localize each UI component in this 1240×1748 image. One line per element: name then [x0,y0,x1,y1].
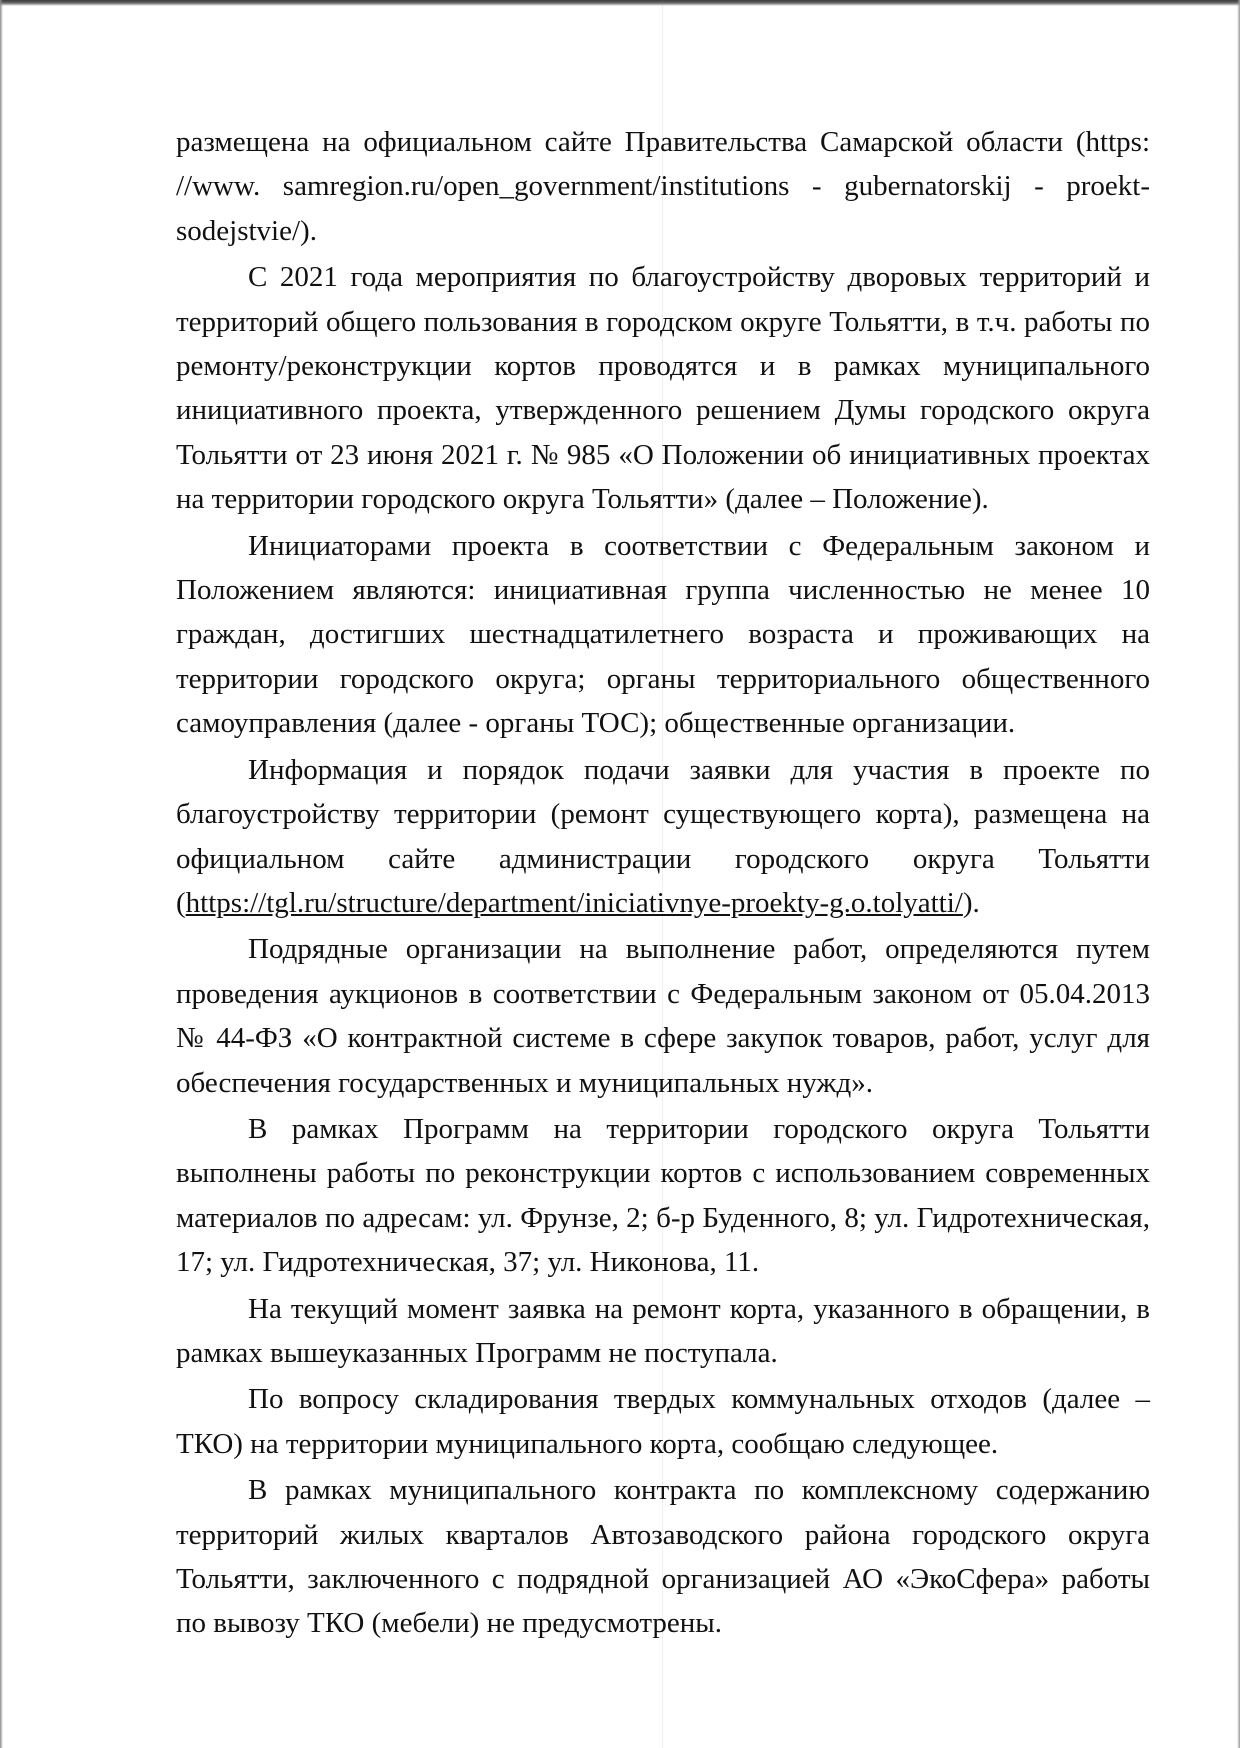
paragraph-contractors: Подрядные организации на выполнение работ, определяются путем проведения аукционов в соответствии с Федеральным законом от 05.04.2013 № 44-ФЗ «О контрактной системе в сфере закупок товаров, работ, услуг для обеспечения государственных и муниципальных нужд». [176,933,1150,1099]
paragraph-continuation: размещена на официальном сайте Правительства Самарской области (https: //www. samregion.ru/open_government/institutions - gubernatorskij - proekt-sodejstvie/). [176,126,1150,247]
paragraph-contract: В рамках муниципального контракта по комплексному содержанию территорий жилых кварталов Автозаводского района городского округа Тольятти, заключенного с подрядной организацией АО «ЭкоСфера» работы по вывозу ТКО (мебели) не предусмотрены. [176,1474,1150,1640]
paragraph-initiators: Инициаторами проекта в соответствии с Федеральным законом и Положением являются: инициативная группа численностью не менее 10 граждан, достигших шестнадцатилетнего возраста и проживающих на территории городского округа; органы территориального общественного самоуправления (далее - органы ТОС); общественные организации. [176,529,1150,740]
paragraph-waste-question: По вопросу складирования твердых коммунальных отходов (далее – ТКО) на территории муниципального корта, сообщаю следующее. [176,1383,1150,1460]
scan-top-edge [0,0,1240,6]
scan-left-edge [0,0,3,1748]
application-info-end: ). [962,886,980,919]
paragraph-completed-works: В рамках Программ на территории городского округа Тольятти выполнены работы по реконструкции кортов с использованием современных материалов по адресам: ул. Фрунзе, 2; б-р Буденного, 8; ул. Гидротехническая, 17; ул. Гидротехническая, 37; ул. Никонова, 11. [176,1112,1150,1279]
document-body [176,120,1150,1648]
paragraph-current-status: На текущий момент заявка на ремонт корта, указанного в обращении, в рамках вышеуказанных Программ не поступала. [176,1292,1150,1369]
tgl-link[interactable]: https://tgl.ru/structure/department/iniciativnye-proekty-g.o.tolyatti/ [185,886,963,919]
paragraph-application-info [176,748,1150,926]
paragraph-initiative-project: С 2021 года мероприятия по благоустройству дворовых территорий и территорий общего пользования в городском округе Тольятти, в т.ч. работы по ремонту/реконструкции кортов проводятся и в рамках муниципального инициативного проекта, утвержденного решением Думы городского округа Тольятти от 23 июня 2021 г. № 985 «О Положении об инициативных проектах на территории городского округа Тольятти» (далее – Положение). [176,261,1150,516]
application-info-text: Информация и порядок подачи заявки для участия в проекте по благоустройству территории (ремонт существующего корта), размещена на официальном сайте администрации городского округа Тольятти ( [176,753,1150,919]
